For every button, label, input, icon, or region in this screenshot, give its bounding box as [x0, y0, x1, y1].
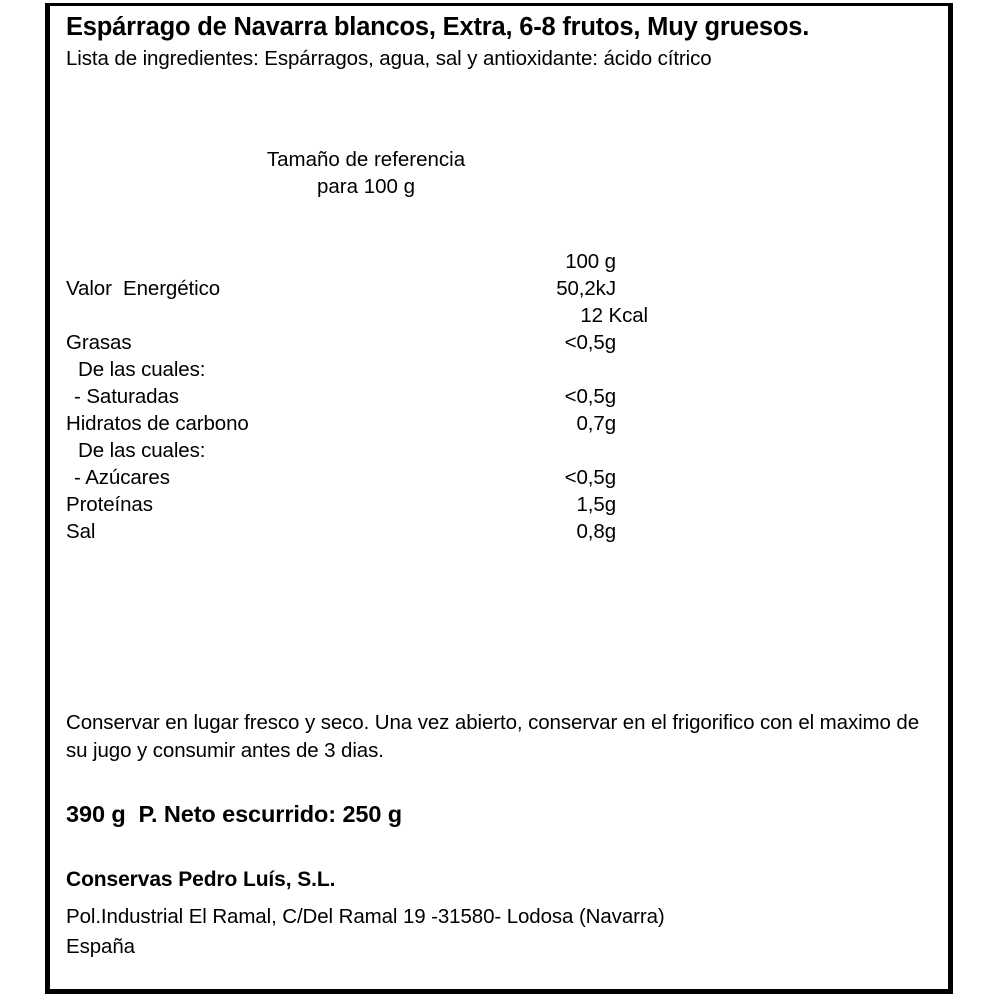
row-value-carbohydrates: 0,7g — [576, 412, 616, 435]
table-row — [50, 275, 948, 302]
row-label-fat: Grasas — [66, 331, 132, 354]
row-label-salt: Sal — [66, 520, 96, 543]
table-row — [50, 410, 948, 437]
company-address-line-1: Pol.Industrial El Ramal, C/Del Ramal 19 -31580- Lodosa (Navarra) — [66, 905, 665, 928]
nutrition-table — [50, 146, 948, 545]
row-value-fat: <0,5g — [564, 331, 616, 354]
storage-instructions: Conservar en lugar fresco y seco. Una vez abierto, conservar en el frigorifico con el maximo de su jugo y consumir antes de 3 dias. — [66, 711, 920, 762]
row-label-energy: Valor Energético — [66, 277, 221, 300]
table-row — [50, 329, 948, 356]
row-label-carbohydrates: Hidratos de carbono — [66, 412, 249, 435]
table-row — [50, 302, 948, 329]
row-label-protein: Proteínas — [66, 493, 153, 516]
table-row — [50, 356, 948, 383]
row-value-energy-kj: 50,2kJ — [556, 277, 616, 300]
row-label-of-which-fat: De las cuales: — [78, 358, 206, 381]
nutrition-label-panel — [45, 3, 953, 994]
table-row — [50, 437, 948, 464]
reference-size-line-1: Tamaño de referencia — [266, 148, 466, 171]
row-label-sugars: - Azúcares — [74, 466, 170, 489]
company-name: Conservas Pedro Luís, S.L. — [66, 868, 336, 891]
table-row — [50, 491, 948, 518]
row-label-saturates: - Saturadas — [74, 385, 179, 408]
row-value-salt: 0,8g — [576, 520, 616, 543]
company-address-line-2: España — [66, 935, 135, 958]
reference-size-line-2: para 100 g — [316, 175, 416, 198]
table-row — [50, 464, 948, 491]
table-row-column-header — [50, 248, 948, 275]
row-label-of-which-carbs: De las cuales: — [78, 439, 206, 462]
row-value-protein: 1,5g — [576, 493, 616, 516]
row-value-saturates: <0,5g — [564, 385, 616, 408]
company-address — [66, 902, 665, 962]
ingredients-list: Lista de ingredientes: Espárragos, agua, sal y antioxidante: ácido cítrico — [66, 47, 712, 70]
net-weight: 390 g P. Neto escurrido: 250 g — [66, 801, 403, 827]
nutrition-rows — [50, 248, 948, 545]
table-row — [50, 383, 948, 410]
row-value-energy-kcal: 12 Kcal — [580, 304, 648, 327]
column-header-100g: 100 g — [565, 250, 616, 273]
product-title: Espárrago de Navarra blancos, Extra, 6-8 frutos, Muy gruesos. — [66, 13, 810, 41]
table-row — [50, 518, 948, 545]
row-value-sugars: <0,5g — [564, 466, 616, 489]
